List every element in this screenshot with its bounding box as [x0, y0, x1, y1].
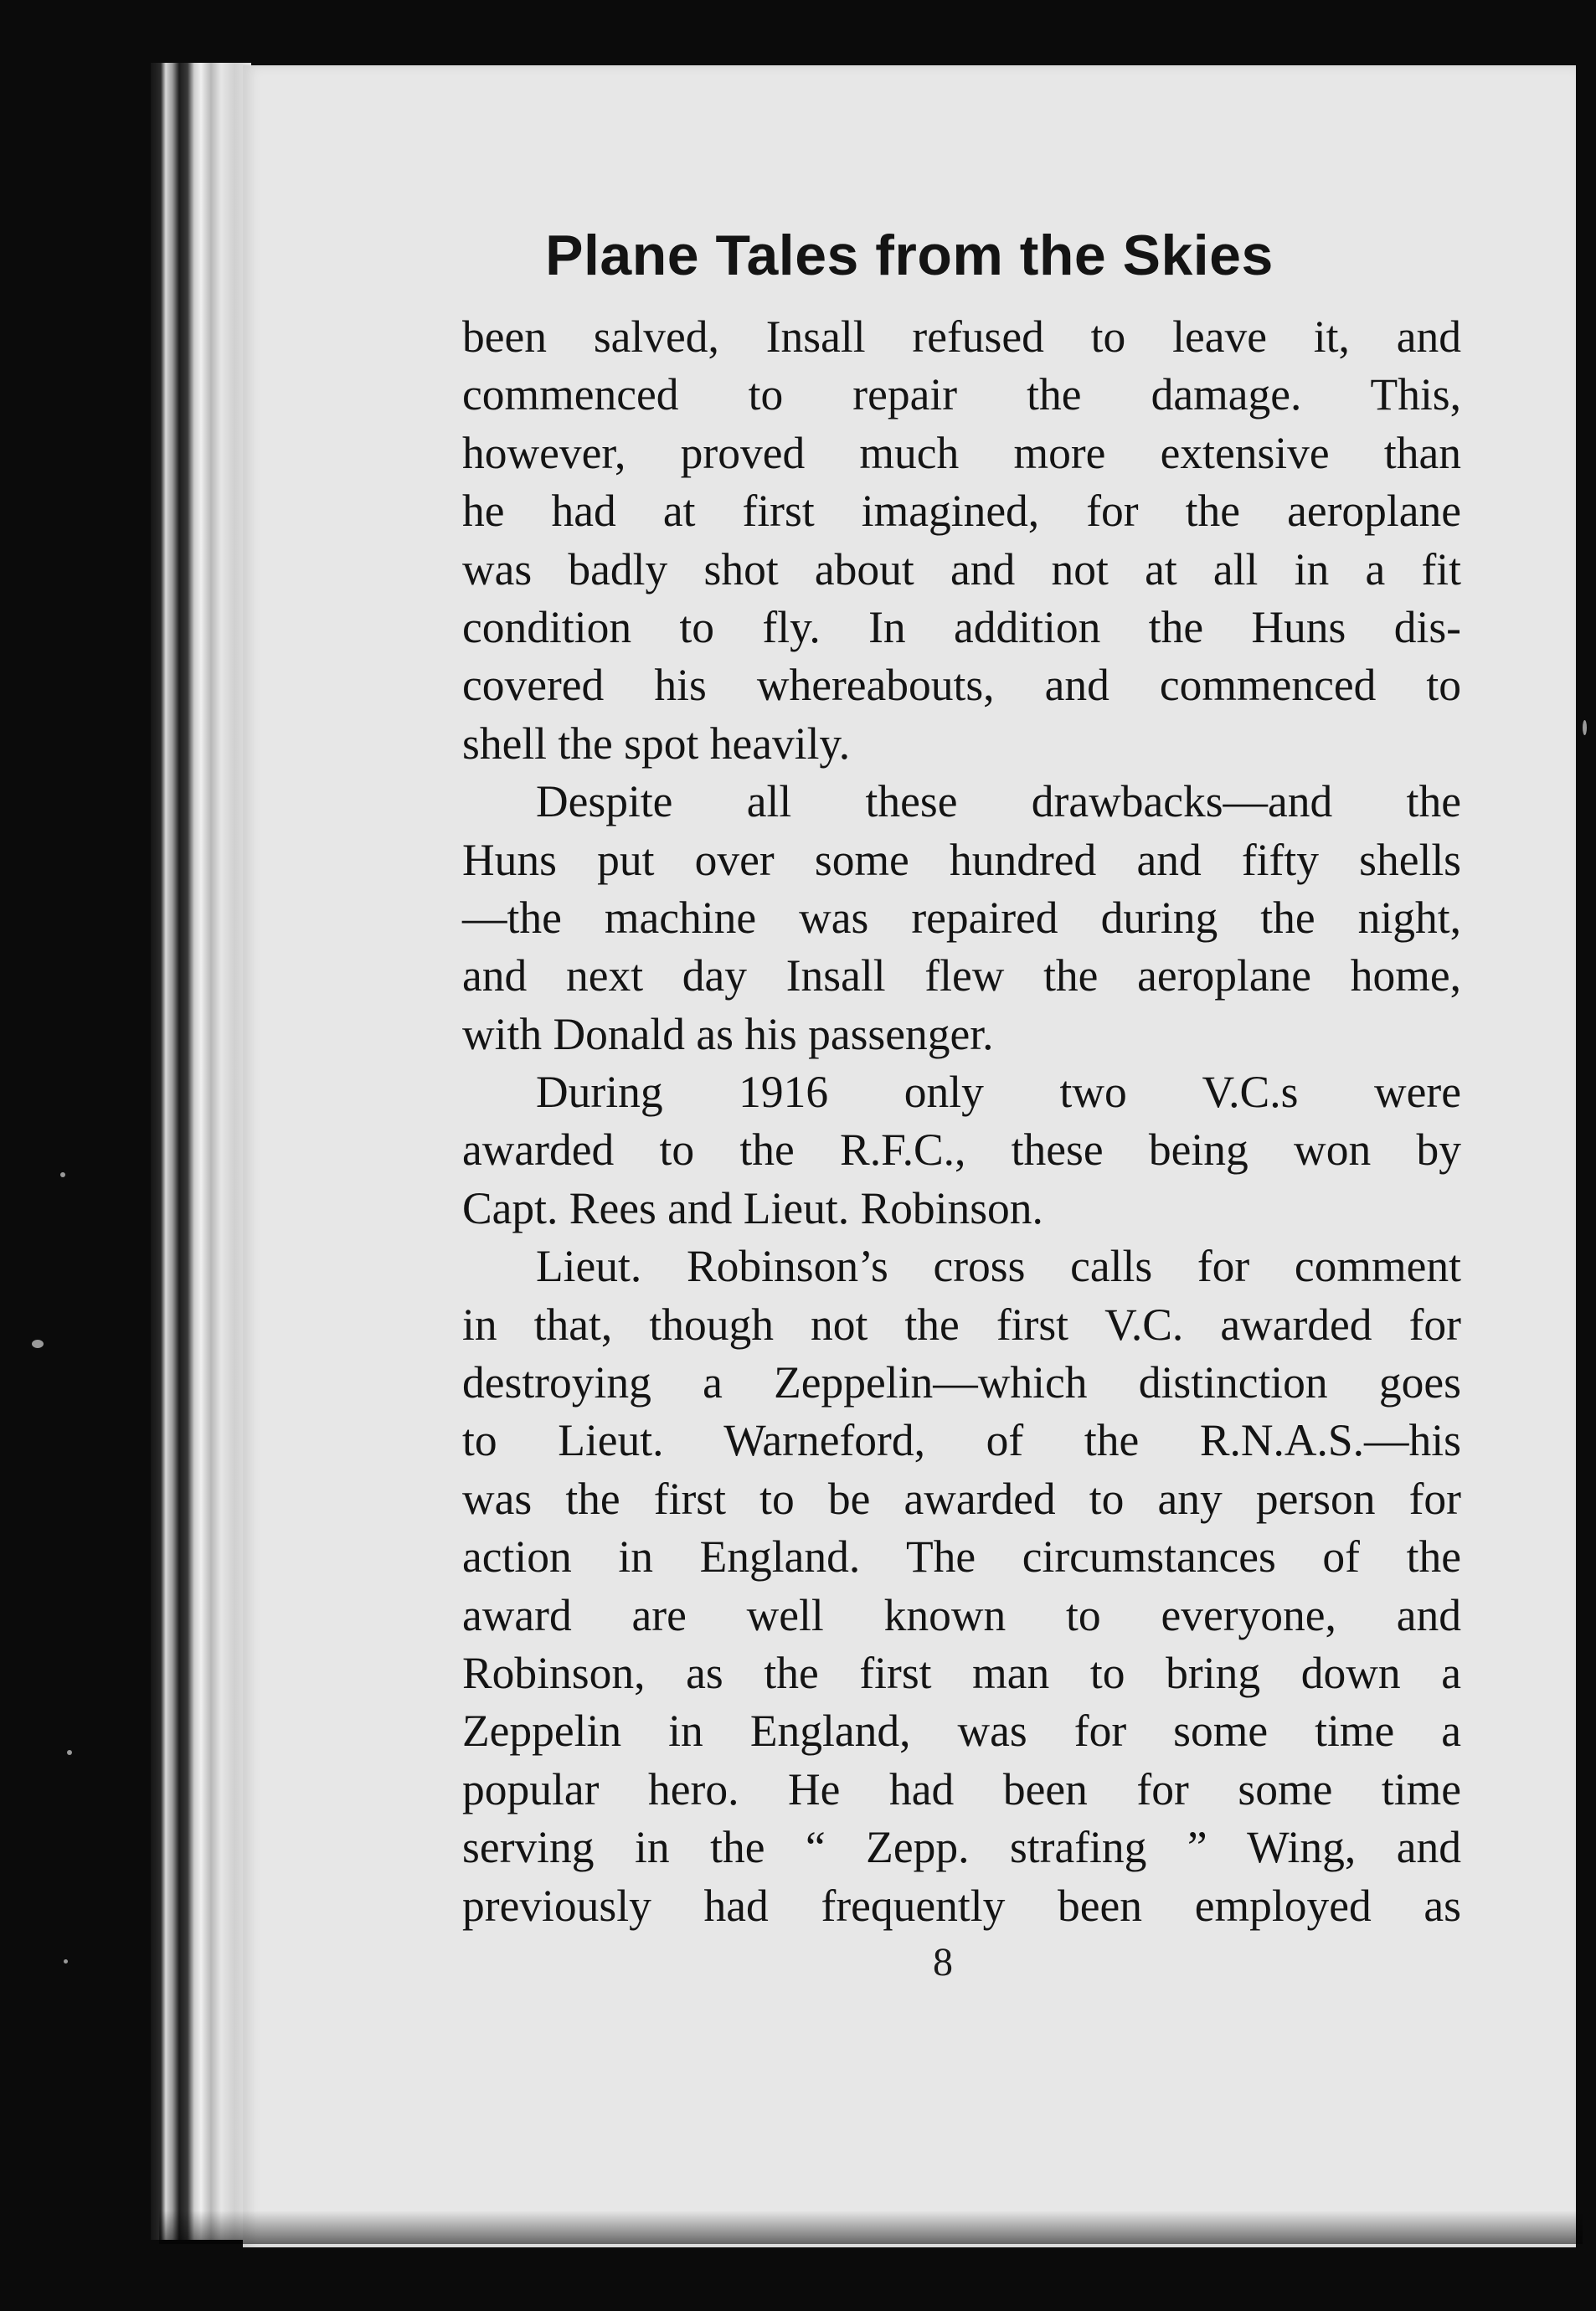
text-line: —the machine was repaired during the night,	[462, 892, 1461, 943]
text-line: Huns put over some hundred and fifty shells	[462, 834, 1461, 885]
text-line: award are well known to everyone, and	[462, 1589, 1461, 1640]
text-line: During 1916 only two V.C.s were	[536, 1067, 1461, 1118]
scan-speck	[64, 1959, 68, 1964]
text-line: awarded to the R.F.C., these being won by	[462, 1125, 1461, 1176]
text-line: Lieut. Robinson’s cross calls for comment	[536, 1241, 1461, 1292]
book-page	[243, 65, 1576, 2247]
text-line: Zeppelin in England, was for some time a	[462, 1706, 1461, 1757]
scan-speck	[1583, 720, 1587, 735]
page-bottom-shadow	[159, 2211, 1583, 2244]
text-line: he had at first imagined, for the aeroplane	[462, 486, 1461, 537]
text-line: commenced to repair the damage. This,	[462, 369, 1461, 420]
text-line: Robinson, as the first man to bring down a	[462, 1647, 1461, 1698]
text-line: was badly shot about and not at all in a fit	[462, 543, 1461, 594]
text-line: condition to fly. In addition the Huns dis-	[462, 601, 1461, 652]
text-line: serving in the “ Zepp. strafing ” Wing, and	[462, 1822, 1461, 1873]
text-line: in that, though not the first V.C. awarded for	[462, 1299, 1461, 1350]
text-line: was the first to be awarded to any person for	[462, 1473, 1461, 1524]
text-line: previously had frequently been employed as	[462, 1880, 1461, 1931]
text-line: shell the spot heavily.	[462, 718, 851, 769]
text-line: however, proved much more extensive than	[462, 427, 1461, 478]
text-line: been salved, Insall refused to leave it, and	[462, 311, 1461, 362]
text-line: with Donald as his passenger.	[462, 1008, 994, 1059]
text-line: action in England. The circumstances of the	[462, 1531, 1461, 1583]
text-line: to Lieut. Warneford, of the R.N.A.S.—his	[462, 1415, 1461, 1466]
text-line: destroying a Zeppelin—which distinction goes	[462, 1357, 1461, 1408]
text-line: popular hero. He had been for some time	[462, 1763, 1461, 1814]
text-line: and next day Insall flew the aeroplane home,	[462, 950, 1461, 1001]
page-number: 8	[933, 1940, 953, 1984]
scan-speck	[67, 1750, 72, 1755]
text-line: Capt. Rees and Lieut. Robinson.	[462, 1182, 1043, 1233]
text-line: Despite all these drawbacks—and the	[536, 776, 1461, 827]
body-text	[462, 308, 1461, 1935]
scan-speck	[60, 1172, 65, 1177]
text-line: covered his whereabouts, and commenced to	[462, 660, 1461, 711]
scan-speck	[32, 1340, 44, 1348]
book-spine-edge	[151, 63, 251, 2240]
running-head: Plane Tales from the Skies	[545, 224, 1274, 287]
